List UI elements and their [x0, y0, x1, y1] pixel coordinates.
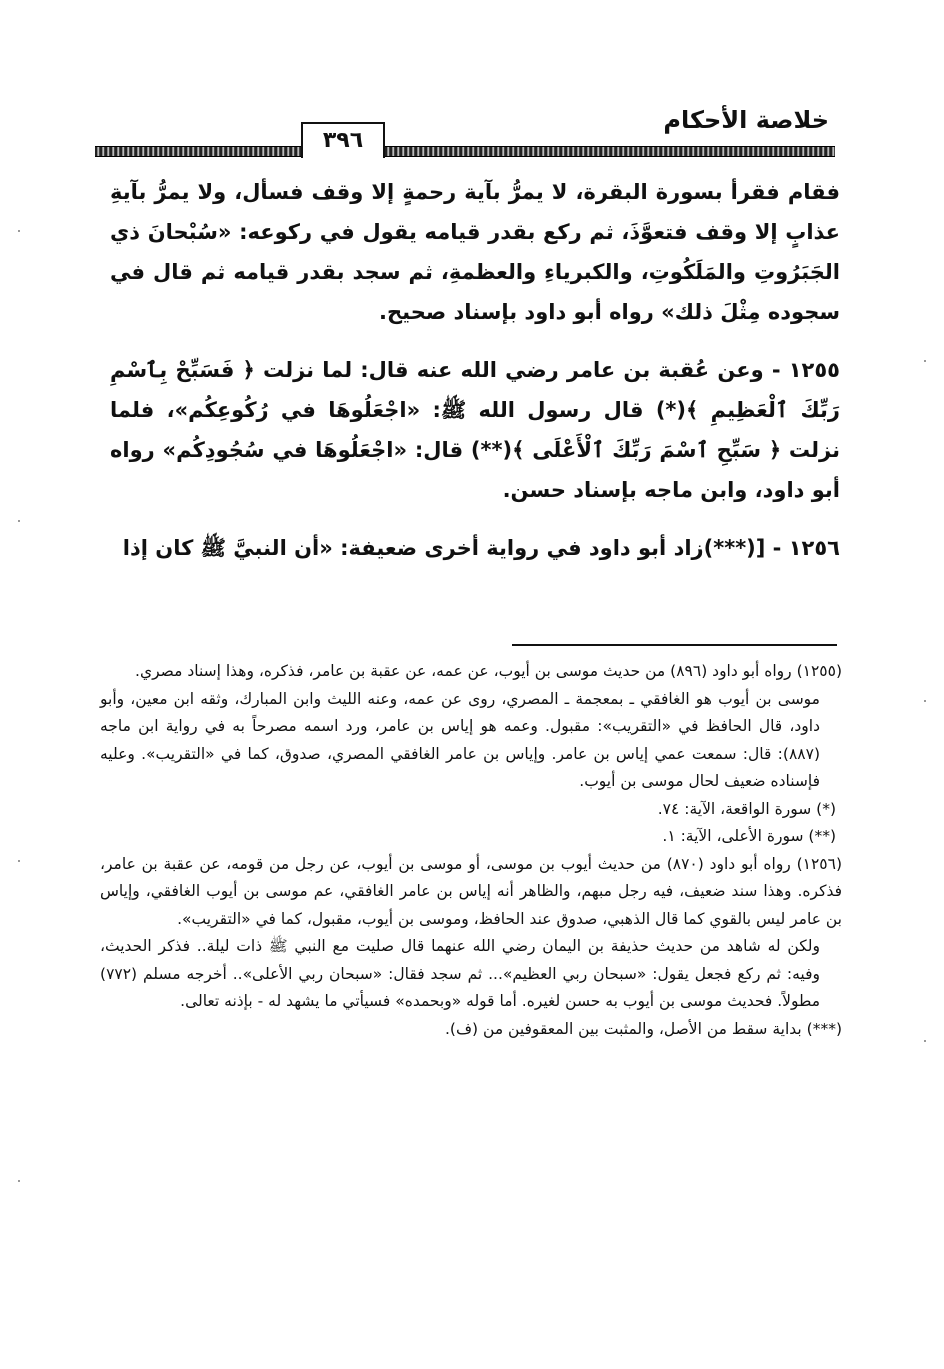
footnote-1255: (١٢٥٥) رواه أبو داود (٨٩٦) من حديث موسى بن أيوب، عن عمه، عن عقبة بن عامر، فذكره، وهذا إسناد مصري. [135, 662, 842, 680]
header-title: خلاصة الأحكام [663, 106, 829, 134]
page-number: ٣٩٦ [301, 122, 385, 158]
footnotes [100, 658, 842, 1043]
scan-mark [18, 520, 20, 522]
scan-mark [18, 230, 20, 232]
scan-mark [924, 1040, 926, 1042]
page-header [95, 102, 835, 162]
footnote-star-3: (***) بداية سقط من الأصل، والمثبت بين المعقوفين من (ف). [445, 1019, 842, 1038]
paragraph-1255: ١٢٥٥ - وعن عُقبة بن عامر رضي الله عنه قال: لما نزلت ﴿ فَسَبِّحْ بِٱسْمِ رَبِّكَ ٱلْعَظِيمِ ﴾(*) قال رسول الله ﷺ: «اجْعَلُوهَا في رُكُوعِكُم»، فلما نزلت ﴿ سَبِّحِ ٱسْمَ رَبِّكَ ٱلْأَعْلَى ﴾(**) قال: «اجْعَلُوهَا في سُجُودِكُم» رواه أبو داود، وابن ماجه بإسناد حسن. [110, 358, 840, 502]
footnote-star-1: (*) سورة الواقعة، الآية: ٧٤. [657, 799, 836, 818]
footnote-star-2: (**) سورة الأعلى، الآية: ١. [662, 827, 836, 845]
footnote-1255-details: موسى بن أيوب هو الغافقي ـ بمعجمة ـ المصري، روى عن عمه، وعنه الليث وابن المبارك، وثقه ابن معين، وأبو داود، قال الحافظ في «التقريب»: مقبول. وعمه هو إياس بن عامر، ورد اسمه مصرحاً به في رواية ابن ماجه (٨٨٧): قال: سمعت عمي إياس بن عامر. وإياس بن عامر الغافقي المصري، صدوق، كما في «التقريب». وعليه فإسناده ضعيف لحال موسى بن أيوب. [100, 689, 820, 790]
scan-mark [924, 360, 926, 362]
header-rule [95, 146, 835, 157]
footnote-separator [512, 644, 837, 646]
scan-mark [924, 700, 926, 702]
main-text [110, 172, 840, 568]
paragraph-continuation: فقام فقرأ بسورة البقرة، لا يمرُّ بآية رحمةٍ إلا وقف فسأل، ولا يمرُّ بآيةِ عذابٍ إلا وقف فتعوَّذَ، ثم ركع بقدر قيامه يقول في ركوعه: «سُبْحانَ ذي الجَبَرُوتِ والمَلَكُوتِ، والكبرياءِ والعظمةِ، ثم سجد بقدر قيامه ثم قال في سجوده مِثْلَ ذلك» رواه أبو داود بإسناد صحيح. [110, 180, 840, 324]
paragraph-1256: ١٢٥٦ - [(***)زاد أبو داود في رواية أخرى ضعيفة: «أن النبيَّ ﷺ كان إذا [122, 536, 840, 560]
footnote-1256-details: ولكن له شاهد من حديث حذيفة بن اليمان رضي الله عنهما قال صليت مع النبي ﷺ ذات ليلة.. فذكر الحديث، وفيه: ثم ركع فجعل يقول: «سبحان ربي العظيم»... ثم سجد فقال: «سبحان ربي الأعلى».. أخرجه مسلم (٧٧٢) مطولاً. فحديث موسى بن أيوب به حسن لغيره. أما قوله «وبحمده» فسيأتي ما يشهد له - بإذنه تعالى. [100, 937, 820, 1010]
scan-mark [18, 860, 20, 862]
scan-mark [18, 1180, 20, 1182]
footnote-1256: (١٢٥٦) رواه أبو داود (٨٧٠) من حديث أيوب بن موسى، أو موسى بن أيوب، عن رجل من قومه، عن عقبة بن عامر، فذكره. وهذا سند ضعيف، فيه رجل مبهم، والظاهر أنه إياس بن عامر الغافقي، عم موسى بن أيوب الغافقي، وإياس بن عامر ليس بالقوي كما قال الذهبي، صدوق عند الحافظ، وموسى بن أيوب، مقبول، كما في «التقريب». [100, 854, 842, 928]
